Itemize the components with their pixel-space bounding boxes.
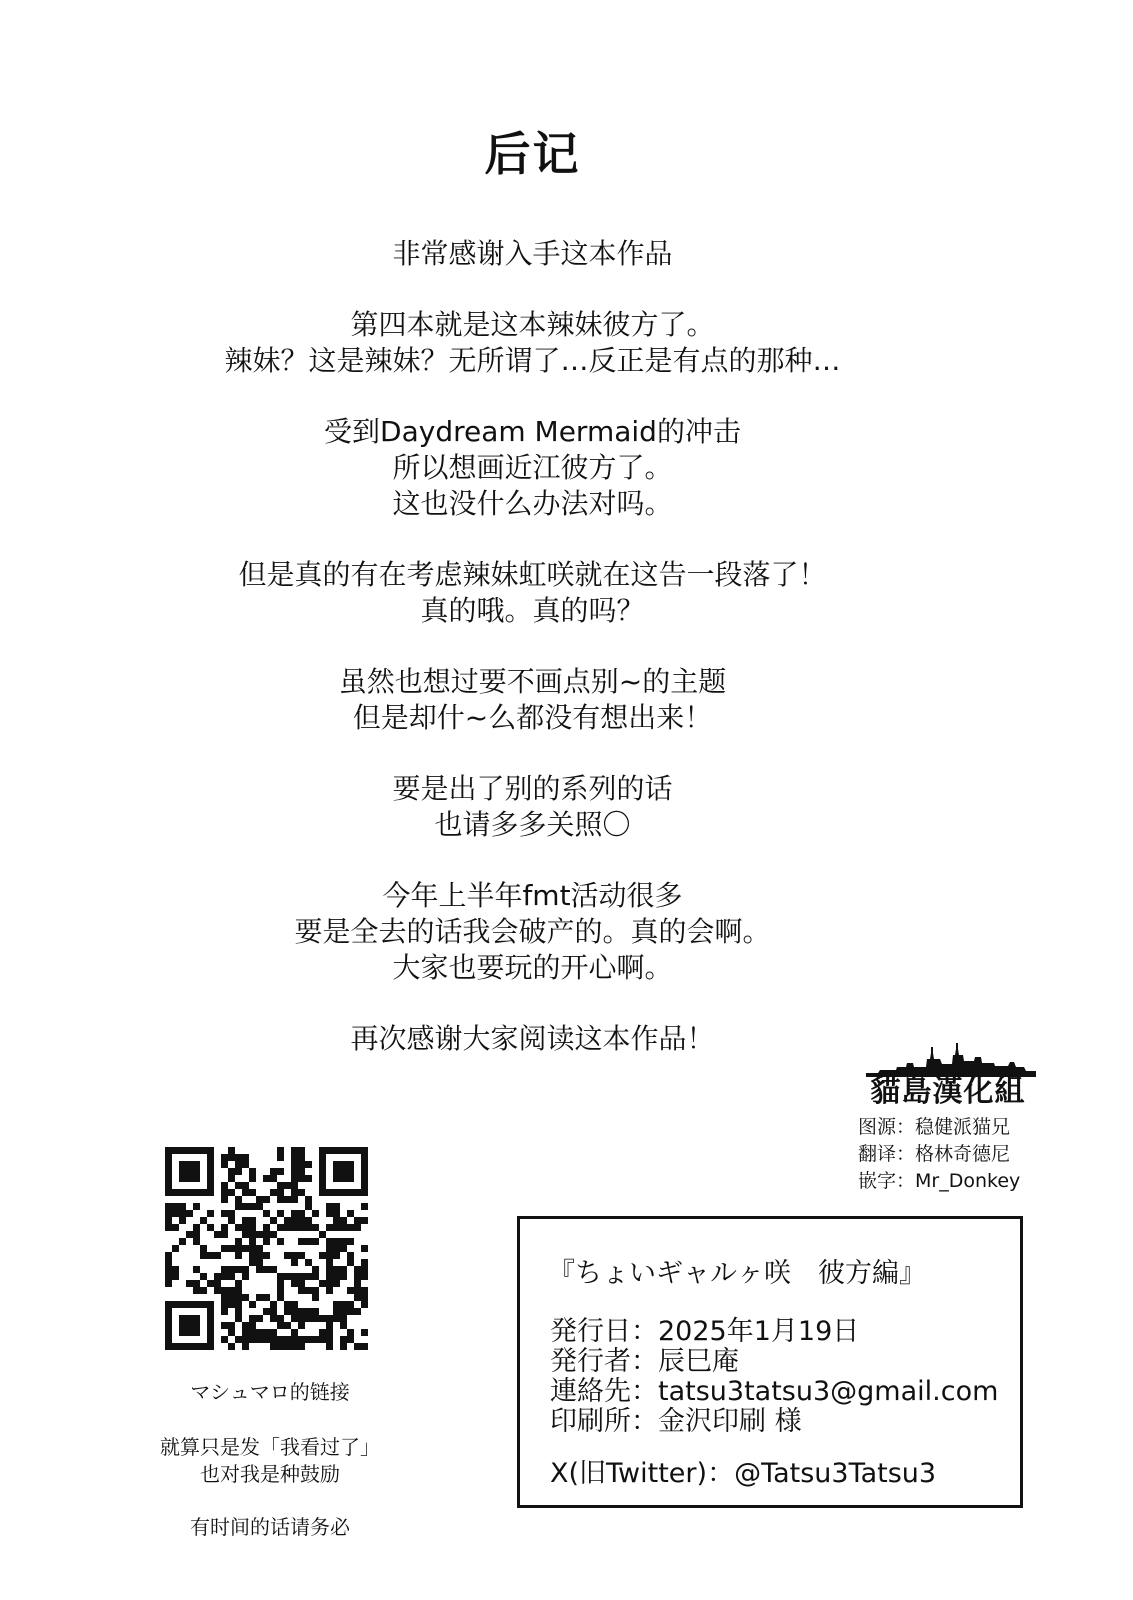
paragraph-line: 要是全去的话我会破产的。真的会啊。: [294, 915, 771, 948]
paragraph-line: 要是出了别的系列的话: [392, 772, 673, 805]
credit-row: [858, 1141, 1048, 1168]
group-name: 貓島漢化組: [870, 1074, 1026, 1109]
paragraph-line: 真的哦。真的吗？: [420, 594, 645, 627]
colophon-value: 2025年1月19日: [658, 1316, 860, 1347]
paragraph: [0, 878, 1065, 986]
paragraph: [0, 557, 1065, 629]
paragraph-line: 第四本就是这本辣妹彼方了。: [350, 308, 715, 341]
paragraph-line: 这也没什么办法对吗。: [392, 487, 673, 520]
paragraph: [0, 771, 1065, 843]
credit-name: 稳健派猫兄: [915, 1116, 1011, 1138]
paragraph-line: 但是却什~么都没有想出来！: [352, 701, 713, 734]
credit-separator: ：: [896, 1116, 916, 1138]
colophon-separator: ：: [631, 1406, 658, 1437]
credit-row: [858, 1114, 1048, 1141]
paragraph-line: 受到Daydream Mermaid的冲击: [324, 415, 741, 448]
colophon-row: [550, 1347, 998, 1377]
paragraph-line: 今年上半年fmt活动很多: [382, 879, 683, 912]
colophon-label: 発行日: [550, 1316, 631, 1347]
qr-code-icon[interactable]: [165, 1147, 368, 1350]
colophon-separator: ：: [707, 1458, 735, 1489]
paragraph-line: 大家也要玩的开心啊。: [392, 951, 673, 984]
colophon-label: 発行者: [550, 1346, 631, 1377]
colophon-value: tatsu3tatsu3@gmail.com: [658, 1376, 999, 1407]
paragraph-line: 但是真的有在考虑辣妹虹咲就在这告一段落了！: [238, 558, 827, 591]
paragraph: [0, 414, 1065, 522]
credit-separator: ：: [896, 1143, 916, 1165]
colophon-label: 連絡先: [550, 1376, 631, 1407]
colophon-value: 金沢印刷 様: [658, 1406, 802, 1437]
colophon-separator: ：: [631, 1316, 658, 1347]
credits-list: [858, 1114, 1048, 1195]
colophon-value: 辰巳庵: [658, 1346, 739, 1377]
colophon-row: [550, 1317, 998, 1347]
colophon-box: [517, 1216, 1023, 1508]
credit-role: 翻译: [858, 1143, 897, 1165]
paragraph: [0, 236, 1065, 272]
credit-row: [858, 1168, 1048, 1195]
qr-caption: マシュマロ的链接: [190, 1380, 350, 1404]
page-title: 后记: [484, 127, 581, 181]
credit-separator: ：: [896, 1170, 916, 1192]
colophon-rows: [550, 1317, 998, 1437]
paragraph-line: 虽然也想过要不画点别~的主题: [338, 665, 727, 698]
qr-line: 就算只是发「我看过了」: [160, 1435, 380, 1459]
credit-role: 嵌字: [858, 1170, 897, 1192]
paragraph-line: 再次感谢大家阅读这本作品！: [350, 1022, 715, 1055]
paragraph-line: 也请多多关照〇: [434, 808, 631, 841]
credit-name: Mr_Donkey: [915, 1170, 1021, 1192]
afterword-body: [0, 236, 1065, 1092]
paragraph-line: 辣妹？这是辣妹？无所谓了…反正是有点的那种…: [224, 344, 841, 377]
paragraph: [0, 307, 1065, 379]
paragraph-line: 所以想画近江彼方了。: [392, 451, 673, 484]
paragraph-line: 非常感谢入手这本作品: [392, 237, 673, 270]
qr-line: 也对我是种鼓励: [200, 1462, 340, 1486]
colophon-label: 印刷所: [550, 1406, 631, 1437]
colophon-row: [550, 1407, 998, 1437]
qr-line: 有时间的话请务必: [190, 1515, 350, 1539]
book-title: 『ちょいギャルヶ咲 彼方編』: [548, 1258, 926, 1289]
twitter-handle[interactable]: @Tatsu3Tatsu3: [734, 1458, 937, 1489]
colophon-separator: ：: [631, 1346, 658, 1377]
twitter-label: X(旧Twitter): [550, 1458, 708, 1489]
twitter-row: [550, 1451, 936, 1490]
credit-role: 图源: [858, 1116, 897, 1138]
paragraph: [0, 664, 1065, 736]
credit-name: 格林奇德尼: [915, 1143, 1011, 1165]
colophon-row: [550, 1377, 998, 1407]
colophon-separator: ：: [631, 1376, 658, 1407]
